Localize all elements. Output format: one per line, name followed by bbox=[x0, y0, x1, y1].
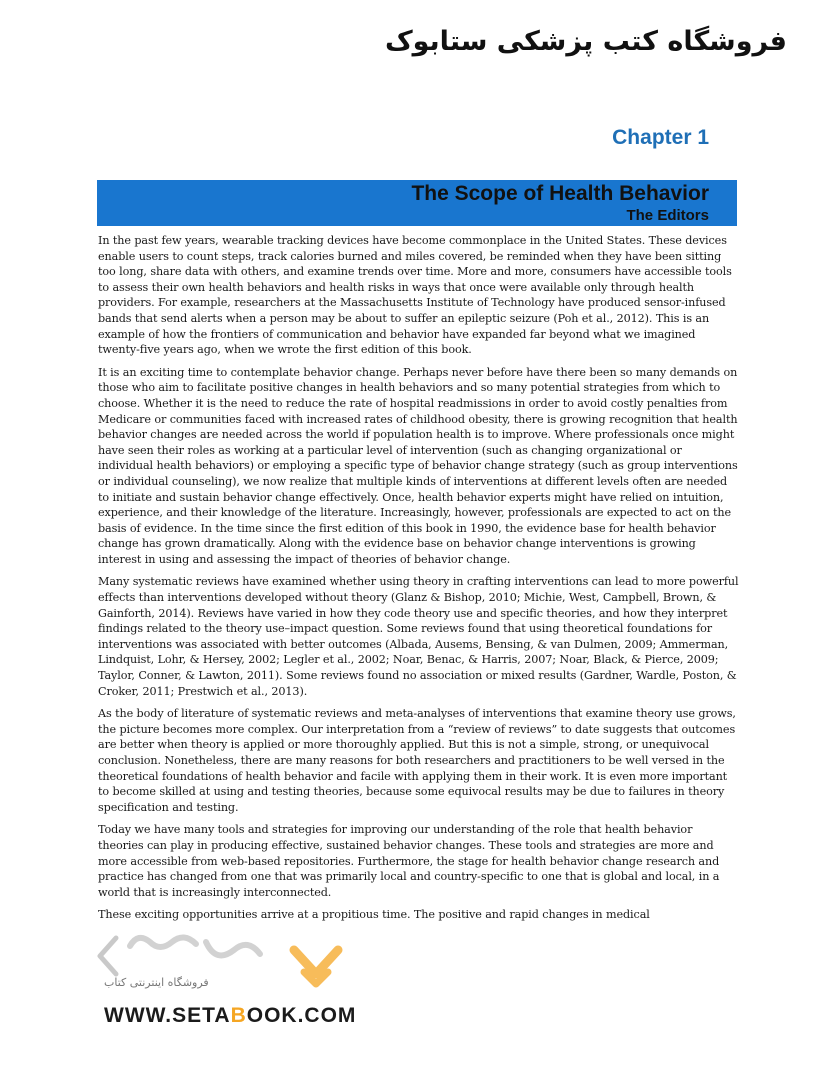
chapter-title-bar bbox=[97, 180, 737, 226]
paragraph: These exciting opportunities arrive at a propitious time. The positive and rapid changes in medical bbox=[98, 908, 650, 922]
chapter-title: The Scope of Health Behavior bbox=[411, 182, 709, 205]
paragraph: In the past few years, wearable tracking devices have become commonplace in the United States. These devices enable users to count steps, track calories burned and miles covered, be reminded when they have been sitting too long, share data with others, and examine trends over time. More and more, consumers have accessible tools to assess their own health behaviors and health risks in ways that once were available only through health providers. For example, researchers at the Massachusetts Institute of Technology have produced sensor-infused bands that send alerts when a person may be about to suffer an epileptic seizure (Poh et al., 2012). This is an example of how the frontiers of communication and behavior have expanded far beyond what we imagined twenty-five years ago, when we wrote the first edition of this book. bbox=[98, 234, 732, 357]
paragraph: Today we have many tools and strategies for improving our understanding of the role that health behavior theories can play in producing effective, sustained behavior changes. These tools and strategies are more and more accessible from web-based repositories. Furthermore, the stage for health behavior change research and practice has changed from one that was primarily local and country-specific to one that is global and local, in a world that is increasingly interconnected. bbox=[98, 823, 720, 899]
chapter-author: The Editors bbox=[626, 207, 709, 224]
paragraph: As the body of literature of systematic reviews and meta-analyses of interventions that examine theory use grows, the picture becomes more complex. Our interpretation from a “review of reviews” to date suggests that outcomes are better when theory is applied or more thoroughly applied. But this is not a simple, strong, or unequivocal conclusion. Nonetheless, there are many reasons for both researchers and practitioners to be well versed in the theoretical foundations of health behavior and facile with applying them in their work. It is even more important to become skilled at using and testing theories, because some equivocal results may be due to failures in theory specification and testing. bbox=[98, 707, 736, 814]
store-header: فروشگاه کتب پزشکی ستابوک bbox=[384, 26, 787, 57]
site-url bbox=[104, 1004, 356, 1028]
body-text bbox=[98, 233, 740, 930]
chapter-label: Chapter 1 bbox=[612, 126, 709, 149]
paragraph: It is an exciting time to contemplate behavior change. Perhaps never before have there been so many demands on those who aim to facilitate positive changes in health behaviors and so many potential strategies from which to choose. Whether it is the need to reduce the rate of hospital readmissions in order to avoid costly penalties from Medicare or communities faced with increased rates of childhood obesity, there is growing recognition that health behavior changes are needed across the world if population health is to improve. Where professionals once might have seen their roles as working at a particular level of intervention (such as changing organizational or individual health behaviors) or employing a specific type of behavior change strategy (such as group interventions or individual counseling), we now realize that multiple kinds of interventions at different levels often are needed to initiate and sustain behavior change effectively. Once, health behavior experts might have relied on intuition, experience, and their knowledge of the literature. Increasingly, however, professionals are expected to act on the basis of evidence. In the time since the first edition of this book in 1990, the evidence base for health behavior change has grown dramatically. Along with the evidence base on behavior change interventions is growing interest in using and assessing the impact of theories of behavior change. bbox=[98, 365, 738, 566]
site-url-prefix: WWW.SETA bbox=[104, 1004, 231, 1027]
paragraph: Many systematic reviews have examined whether using theory in crafting interventions can lead to more powerful effects than interventions developed without theory (Glanz & Bishop, 2010; Michie, West, Campbell, Brown, & Gainforth, 2014). Reviews have varied in how they code theory use and specific theories, and how they interpret findings related to the theory use–impact question. Some reviews found that using theoretical foundations for interventions was associated with better outcomes (Albada, Ausems, Bensing, & van Dulmen, 2009; Ammerman, Lindquist, Lohr, & Hersey, 2002; Legler et al., 2002; Noar, Benac, & Harris, 2007; Noar, Black, & Pierce, 2009; Taylor, Conner, & Lawton, 2011). Some reviews found no association or mixed results (Gardner, Wardle, Poston, & Croker, 2011; Prestwich et al., 2013). bbox=[98, 575, 739, 698]
site-url-suffix: OOK.COM bbox=[246, 1004, 357, 1027]
site-url-accent: B bbox=[230, 1004, 247, 1027]
watermark-caption: فروشگاه اینترنتی کتاب bbox=[104, 976, 209, 989]
